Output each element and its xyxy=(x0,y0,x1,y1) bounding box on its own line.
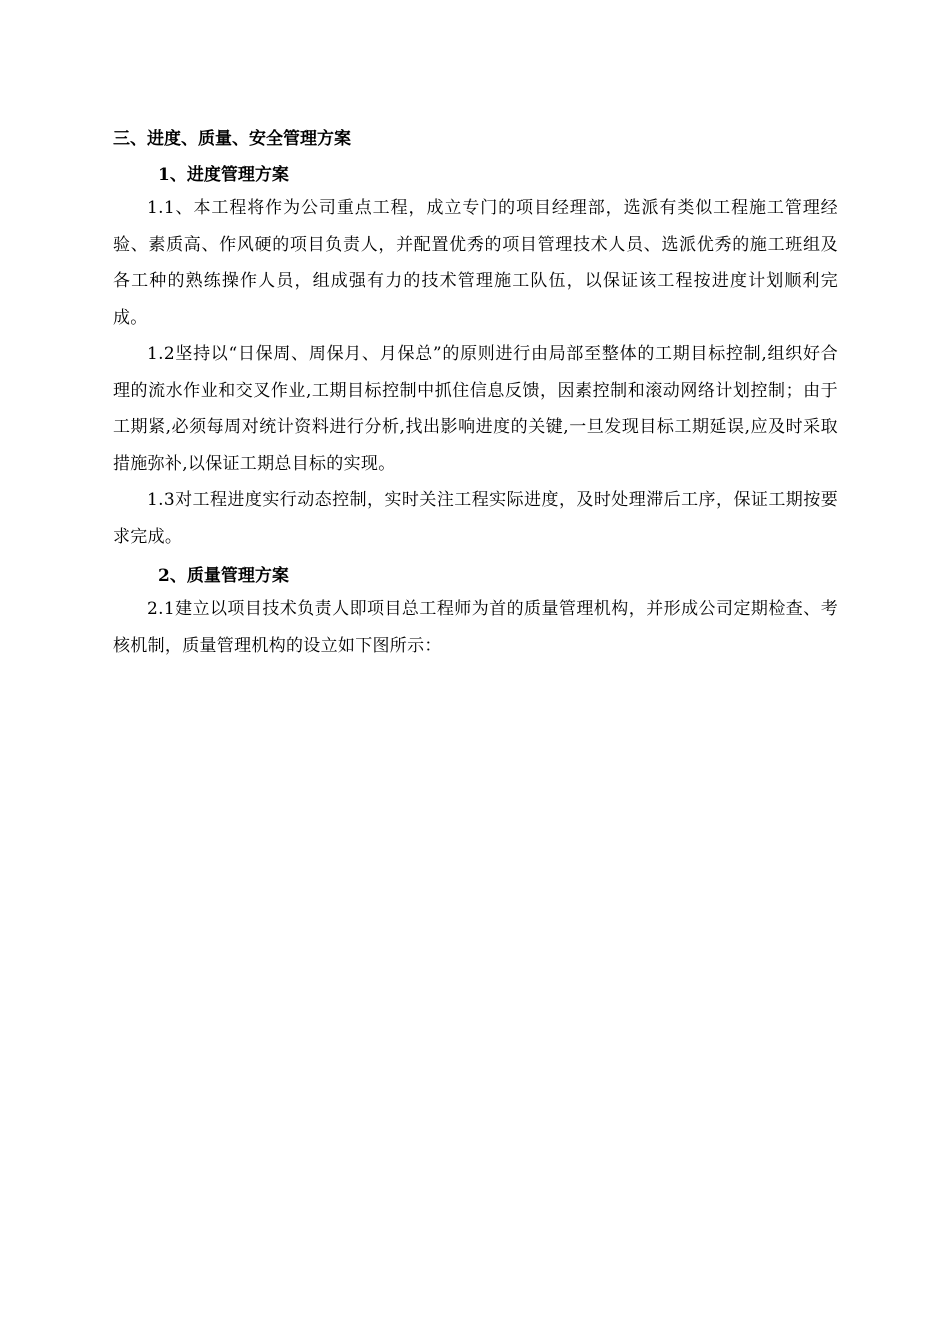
paragraph-1-2: 1.2坚持以“日保周、周保月、月保总”的原则进行由局部至整体的工期目标控制,组织好合理的流水作业和交叉作业,工期目标控制中抓住信息反馈，因素控制和滚动网络计划控制；由于工期紧,必须每周对统计资料进行分析,找出影响进度的关键,一旦发现目标工期延误,应及时采取措施弥补,以保证工期总目标的实现。 xyxy=(113,344,838,474)
paragraph-1-1: 1.1、本工程将作为公司重点工程，成立专门的项目经理部，选派有类似工程施工管理经验、素质高、作风硬的项目负责人，并配置优秀的项目管理技术人员、选派优秀的施工班组及各工种的熟练操作人员，组成强有力的技术管理施工队伍，以保证该工程按进度计划顺利完成。 xyxy=(113,198,838,328)
subsection-heading-progress: 1、进度管理方案 xyxy=(158,165,289,185)
document-body xyxy=(113,124,838,664)
paragraph-1-3: 1.3对工程进度实行动态控制，实时关注工程实际进度，及时处理滞后工序，保证工期按要求完成。 xyxy=(113,490,838,547)
section-title: 三、进度、质量、安全管理方案 xyxy=(113,129,351,149)
paragraph-2-1: 2.1建立以项目技术负责人即项目总工程师为首的质量管理机构，并形成公司定期检查、考核机制，质量管理机构的设立如下图所示： xyxy=(113,599,838,656)
subsection-heading-quality: 2、质量管理方案 xyxy=(158,566,289,586)
